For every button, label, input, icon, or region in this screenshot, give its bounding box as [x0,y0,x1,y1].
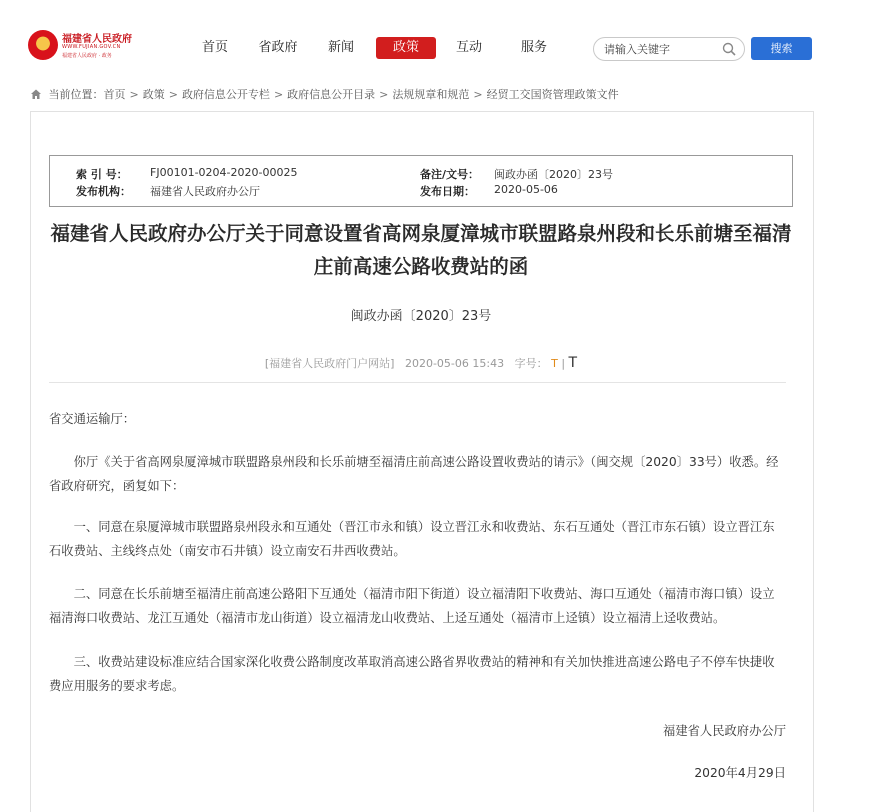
doc-number-label: 备注/文号： [420,168,480,181]
font-size-label: 字号： [514,357,548,370]
breadcrumb-prefix: 当前位置： [48,88,104,101]
index-number-value: FJ00101-0204-2020-00025 [150,166,298,179]
body-paragraph: 你厅《关于省高网泉厦漳城市联盟路泉州段和长乐前塘至福清庄前高速公路设置收费站的请示》（闽交规〔2020〕33号）收悉。经省政府研究，函复如下： [49,455,779,493]
salutation: 省交通运输厅： [49,412,136,426]
font-size-separator: | [561,357,566,370]
body-paragraph: 三、收费站建设标准应结合国家深化收费公路制度改革取消高速公路省界收费站的精神和有关加快推进高速公路电子不停车快捷收费应用服务的要求考虑。 [49,655,775,693]
nav-government[interactable]: 省政府 [258,40,298,55]
index-number-label: 索 引 号： [76,168,128,181]
nav-policy[interactable]: 政策 [376,37,436,59]
article-source[interactable]: [福建省人民政府门户网站] [264,357,395,370]
search-box [593,37,745,61]
chevron-right-icon: > [168,88,178,101]
signature-date: 2020年4月29日 [694,766,786,780]
document-meta-box [49,155,793,207]
article-title: 福建省人民政府办公厅关于同意设置省高网泉厦漳城市联盟路泉州段和长乐前塘至福清庄前高速公路收费站的函 [50,222,792,278]
breadcrumb-policy[interactable]: 政策 [142,88,165,101]
site-header [0,0,882,78]
content-divider [49,382,786,383]
signature-issuer: 福建省人民政府办公厅 [663,724,786,738]
breadcrumb-gov-info-catalog[interactable]: 政府信息公开目录 [287,88,376,101]
breadcrumb-trade-policy[interactable]: 经贸工交国资管理政策文件 [486,88,619,101]
breadcrumb-regulations[interactable]: 法规规章和规范 [392,88,470,101]
article-datetime: 2020-05-06 15:43 [404,357,505,370]
doc-number-value: 闽政办函〔2020〕23号 [494,168,613,181]
logo-subtitle: 福建省人民政府 · 政务 [62,53,112,59]
nav-service[interactable]: 服务 [520,40,547,55]
chevron-right-icon: > [473,88,483,101]
article-doc-number: 闽政办函〔2020〕23号 [350,309,492,324]
nav-news[interactable]: 新闻 [327,40,354,55]
home-icon [30,88,42,100]
chevron-right-icon: > [129,88,139,101]
body-paragraph: 二、同意在长乐前塘至福清庄前高速公路阳下互通处（福清市阳下街道）设立福清阳下收费站、海口互通处（福清市海口镇）设立福清海口收费站、龙江互通处（福清市龙山街道）设立福清龙山收费站、上迳互通处（福清市上迳镇）设立福清上迳收费站。 [49,587,775,625]
nav-home[interactable]: 首页 [201,40,228,55]
issuer-label: 发布机构： [76,185,131,198]
logo-title: 福建省人民政府 [62,34,132,45]
search-input[interactable] [604,41,714,57]
logo-url: WWW.FUJIAN.GOV.CN [62,44,121,50]
breadcrumb-gov-info-column[interactable]: 政府信息公开专栏 [181,88,270,101]
chevron-right-icon: > [379,88,389,101]
search-button[interactable]: 搜索 [751,37,812,60]
breadcrumb [30,86,619,102]
font-size-small-button[interactable]: T [551,357,558,370]
font-size-large-button[interactable]: T [568,355,578,371]
article-source-line [46,355,796,371]
issuer-value: 福建省人民政府办公厅 [150,185,260,198]
nav-interaction[interactable]: 互动 [455,40,482,55]
chevron-right-icon: > [273,88,284,101]
search-icon[interactable] [722,42,736,56]
site-logo[interactable] [28,28,168,68]
body-paragraph: 一、同意在泉厦漳城市联盟路泉州段永和互通处（晋江市永和镇）设立晋江永和收费站、东石互通处（晋江市东石镇）设立晋江东石收费站、主线终点处（南安市石井镇）设立南安石井西收费站。 [49,520,775,558]
publish-date-value: 2020-05-06 [494,183,558,196]
national-emblem-icon [28,30,58,60]
breadcrumb-home[interactable]: 首页 [103,88,126,101]
publish-date-label: 发布日期： [420,185,475,198]
